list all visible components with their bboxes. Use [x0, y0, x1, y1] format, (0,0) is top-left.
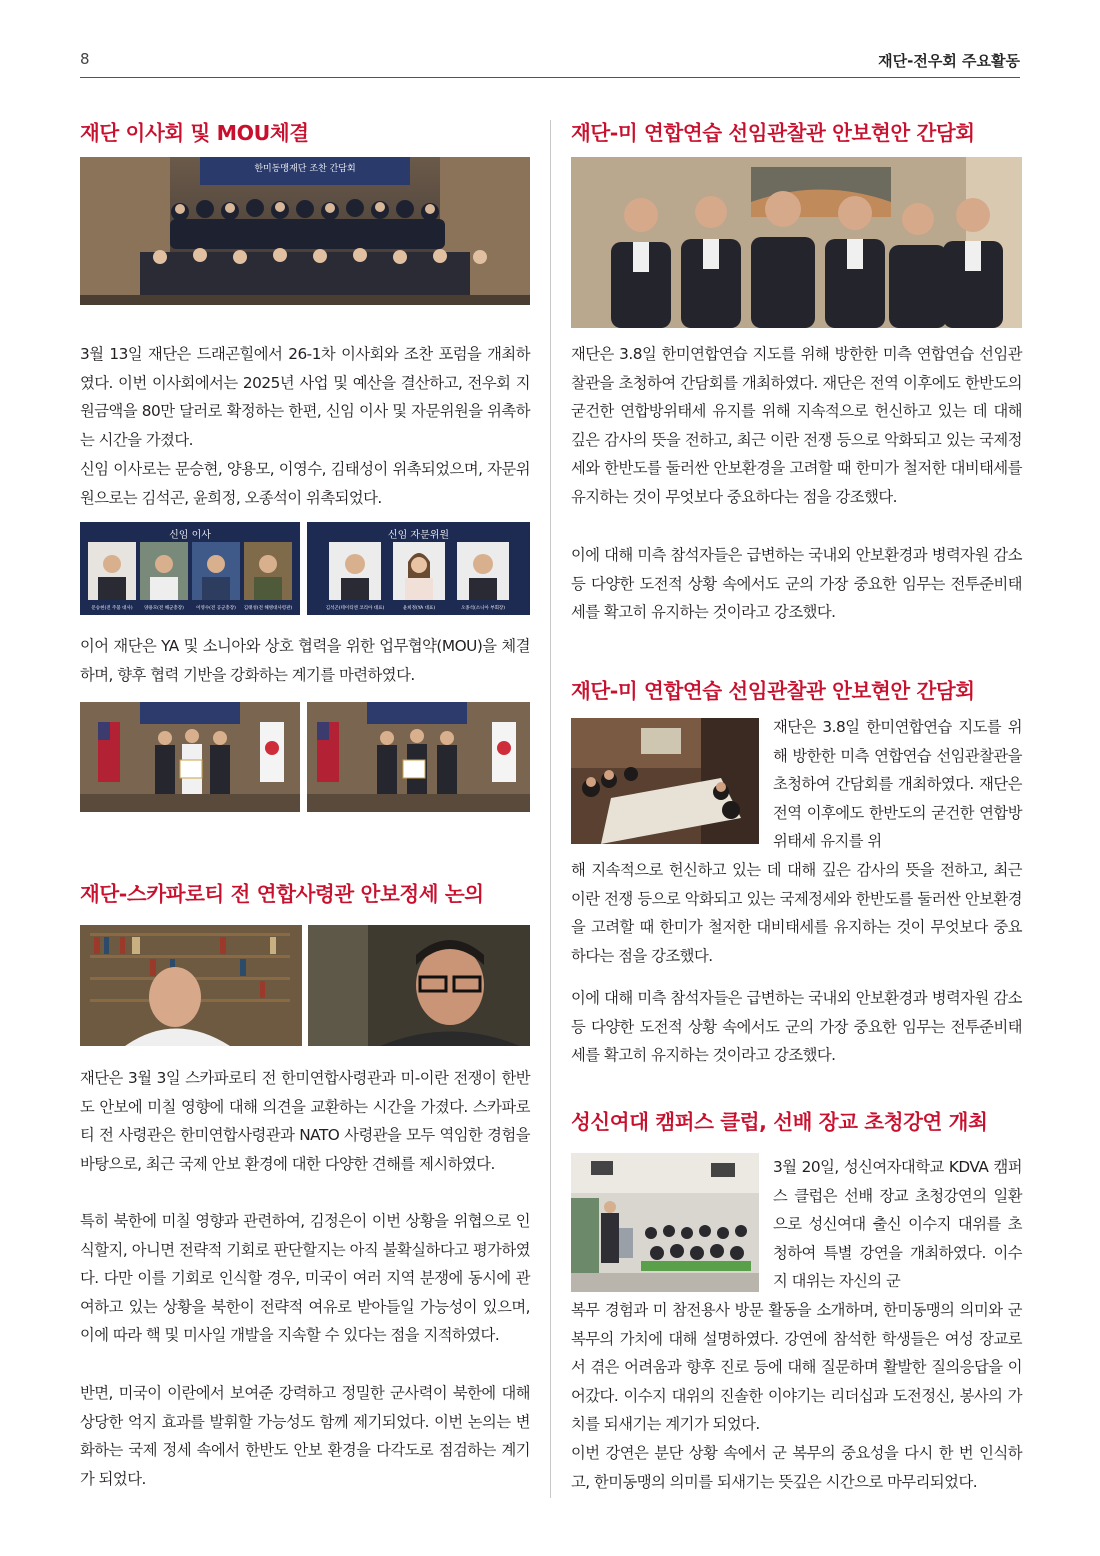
- page-number: 8: [80, 50, 90, 68]
- section-label: 재단-전우회 주요활동: [878, 52, 1020, 70]
- photo-lecture-hall: [571, 1153, 759, 1292]
- header-rule: [80, 77, 1020, 78]
- advisor-caption: 오종석(소니아 부회장): [460, 606, 506, 611]
- paragraph: 반면, 미국이 이란에서 보여준 강력하고 정밀한 군사력이 북한에 대해 상당한 억지 효과를 발휘할 가능성도 함께 제기되었다. 이번 논의는 변화하는 국제 정세 속에서 한반도 안보 환경을 다각도로 점검하는 계기가 되었다.: [80, 1384, 530, 1488]
- paragraph: 이번 강연은 분단 상황 속에서 군 복무의 중요성을 다시 한 번 인식하고, 한미동맹의 의미를 되새기는 뜻깊은 시간으로 마무리되었다.: [571, 1444, 1022, 1491]
- photo-mou-signing-1: [80, 702, 300, 812]
- photo-video-conference: [80, 925, 530, 1046]
- photo-mou-signing-2: [307, 702, 530, 812]
- paragraph: 해 지속적으로 헌신하고 있는 데 대해 깊은 감사의 뜻을 전하고, 최근 이란 전쟁 등으로 악화되고 있는 국제정세와 한반도를 둘러싼 안보환경을 고려할 때 한미가 철저한 대비태세를 유지하는 것이 무엇보다 중요하다는 점을 강조했다.: [571, 861, 1022, 965]
- heading-scaparrotti: 재단-스카파로티 전 연합사령관 안보정세 논의: [80, 882, 484, 906]
- paragraph: 특히 북한에 미칠 영향과 관련하여, 김정은이 이번 상황을 위협으로 인식할지, 아니면 전략적 기회로 판단할지는 아직 불확실하다고 평가하였다. 다만 이를 기회로 인식할 경우, 미국이 여러 지역 분쟁에 동시에 관여하고 있는 상황을 북한이 전략적 여유로 받아들일 가능성이 있으며, 이에 따라 핵 및 미사일 개발을 지속할 수 있다는 점을 지적하였다.: [80, 1212, 530, 1345]
- director-caption: 양용모(전 해군총장): [144, 606, 184, 611]
- paragraph: 신임 이사로는 문승현, 양용모, 이영수, 김태성이 위촉되었으며, 자문위원으로는 김석곤, 윤희정, 오종석이 위촉되었다.: [80, 460, 530, 507]
- paragraph: 재단은 3.8일 한미연합연습 지도를 위해 방한한 미측 연합연습 선임관찰관을 초청하여 간담회를 개최하였다. 재단은 전역 이후에도 한반도의 굳건한 연합방위태세 유지를 위: [773, 718, 1022, 851]
- photo-banner-text: 한미동맹재단 조찬 간담회: [254, 164, 356, 174]
- director-caption: 김태성(전 해병대사령관): [243, 606, 293, 611]
- banner-new-directors: [80, 522, 300, 615]
- photo-observers-group: [571, 157, 1022, 328]
- paragraph: 이어 재단은 YA 및 소니아와 상호 협력을 위한 업무협약(MOU)을 체결하며, 향후 협력 기반을 강화하는 계기를 마련하였다.: [80, 637, 530, 684]
- heading-sungshin-lecture: 성신여대 캠퍼스 클럽, 선배 장교 초청강연 개최: [571, 1110, 988, 1134]
- banner-title: 신임 자문위원: [387, 530, 450, 541]
- advisor-caption: 윤희정(YA 대표): [402, 606, 436, 611]
- director-caption: 이영수(전 공군총장): [196, 606, 236, 611]
- paragraph: 복무 경험과 미 참전용사 방문 활동을 소개하며, 한미동맹의 의미와 군 복무의 가치에 대해 설명하였다. 강연에 참석한 학생들은 여성 장교로서 겪은 어려움과 향후 진로 등에 대해 질문하며 활발한 질의응답을 이어갔다. 이수지 대위의 진솔한 이야기는 리더십과 도전정신, 봉사의 가치를 되새기는 계기가 되었다.: [571, 1301, 1022, 1434]
- heading-observers-2: 재단-미 연합연습 선임관찰관 안보현안 간담회: [571, 679, 975, 703]
- paragraph: 이에 대해 미측 참석자들은 급변하는 국내외 안보환경과 병력자원 감소 등 다양한 도전적 상황 속에서도 군의 가장 중요한 임무는 전투준비태세를 확고히 유지하는 것이라고 강조했다.: [571, 989, 1022, 1065]
- heading-observers-1: 재단-미 연합연습 선임관찰관 안보현안 간담회: [571, 121, 975, 145]
- column-divider: [550, 120, 551, 1498]
- banner-title: 신임 이사: [169, 530, 211, 541]
- banner-new-advisors: [307, 522, 530, 615]
- director-caption: 문승현(전 주불 대사): [91, 606, 133, 611]
- photo-meeting-dinner: [571, 718, 759, 844]
- heading-board-mou: 재단 이사회 및 MOU체결: [80, 121, 309, 145]
- paragraph: 재단은 3.8일 한미연합연습 지도를 위해 방한한 미측 연합연습 선임관찰관을 초청하여 간담회를 개최하였다. 재단은 전역 이후에도 한반도의 굳건한 연합방위태세 유지를 위해 지속적으로 헌신하고 있는 데 대해 깊은 감사의 뜻을 전하고, 최근 이란 전쟁 등으로 악화되고 있는 국제정세와 한반도를 둘러싼 안보환경을 고려할 때 한미가 철저한 대비태세를 유지하는 것이 무엇보다 중요하다는 점을 강조했다.: [571, 345, 1022, 506]
- paragraph: 3월 20일, 성신여자대학교 KDVA 캠퍼스 클럽은 선배 장교 초청강연의 일환으로 성신여대 출신 이수지 대위를 초청하여 특별 강연을 개최하였다. 이수지 대위는 자신의 군: [773, 1158, 1022, 1291]
- paragraph: 이에 대해 미측 참석자들은 급변하는 국내외 안보환경과 병력자원 감소 등 다양한 도전적 상황 속에서도 군의 가장 중요한 임무는 전투준비태세를 확고히 유지하는 것이라고 강조했다.: [571, 546, 1022, 622]
- advisor-caption: 김석곤(테이티엔 코리아 대표): [325, 606, 385, 611]
- photo-board-group: [80, 157, 530, 305]
- paragraph: 3월 13일 재단은 드래곤힐에서 26-1차 이사회와 조찬 포럼을 개최하였다. 이번 이사회에서는 2025년 사업 및 예산을 결산하고, 전우회 지원금액을 80만 달러로 확정하는 한편, 신임 이사 및 자문위원을 위촉하는 시간을 가졌다.: [80, 345, 530, 449]
- paragraph: 재단은 3월 3일 스카파로티 전 한미연합사령관과 미-이란 전쟁이 한반도 안보에 미칠 영향에 대해 의견을 교환하는 시간을 가졌다. 스카파로티 전 사령관은 한미연합사령관과 NATO 사령관을 모두 역임한 경험을 바탕으로, 최근 국제 안보 환경에 대한 다양한 견해를 제시하였다.: [80, 1069, 530, 1173]
